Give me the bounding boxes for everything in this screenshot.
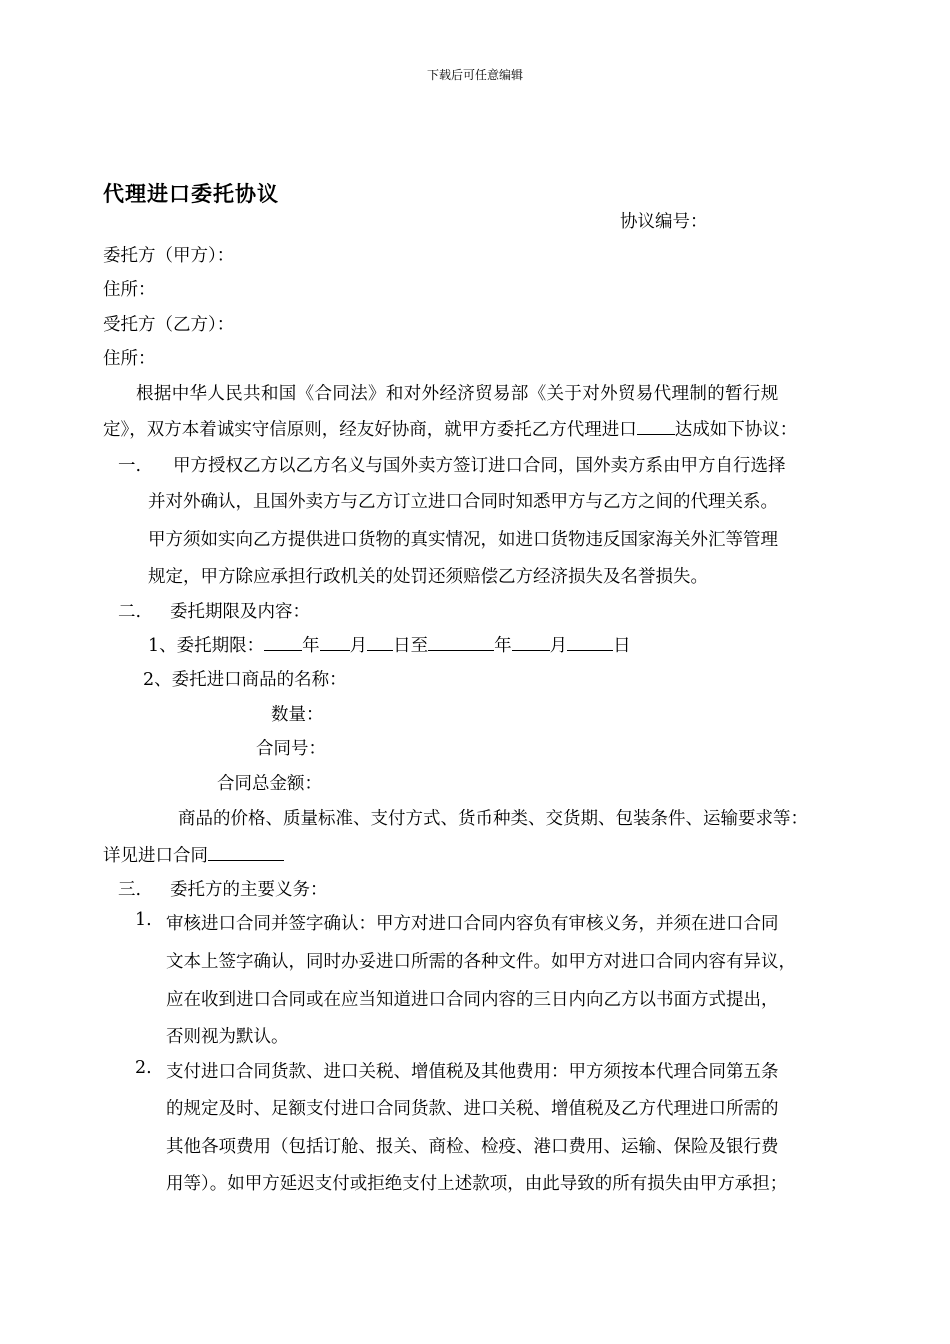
- obligation-1-line-2: 文本上签字确认，同时办妥进口所需的各种文件。如甲方对进口合同内容有异议，: [166, 952, 796, 972]
- obligation-1-line-4: 否则视为默认。: [166, 1027, 289, 1047]
- section-1-line-2: 并对外确认，且国外卖方与乙方订立进口合同时知悉甲方与乙方之间的代理关系。: [148, 492, 778, 512]
- party-b-address-label: 住所：: [103, 349, 156, 369]
- section-1-line-3: 甲方须如实向乙方提供进口货物的真实情况，如进口货物违反国家海关外汇等管理: [148, 530, 778, 550]
- end-year-blank: [428, 633, 494, 651]
- goods-terms-line-2: [103, 842, 284, 867]
- obligation-1-number: 1.: [135, 910, 152, 930]
- contract-number-label: 合同号：: [256, 739, 326, 759]
- section-3-title: 委托方的主要义务：: [170, 880, 328, 900]
- goods-terms-line-1: 商品的价格、质量标准、支付方式、货币种类、交货期、包装条件、运输要求等：: [178, 809, 808, 829]
- preamble-text: 定》，双方本着诚实守信原则，经友好协商，就甲方委托乙方代理进口: [103, 420, 637, 440]
- contract-total-label: 合同总金额：: [217, 774, 322, 794]
- obligation-2-line-2: 的规定及时、足额支付进口合同货款、进口关税、增值税及乙方代理进口所需的: [166, 1099, 779, 1119]
- obligation-2-line-4: 用等）。如甲方延迟支付或拒绝支付上述款项，由此导致的所有损失由甲方承担；: [166, 1174, 788, 1194]
- party-a-address-label: 住所：: [103, 280, 156, 300]
- goods-name-label: 2、委托进口商品的名称：: [143, 670, 347, 690]
- end-month-blank: [512, 633, 550, 651]
- preamble-line-1: 根据中华人民共和国《合同法》和对外经济贸易部《关于对外贸易代理制的暂行规: [136, 384, 779, 404]
- page-header-note: 下载后可任意编辑: [426, 68, 523, 82]
- start-month-blank: [320, 633, 350, 651]
- obligation-2-number: 2.: [135, 1058, 152, 1078]
- end-year-unit: 年: [494, 636, 512, 656]
- section-1-number: 一.: [118, 456, 142, 476]
- start-day-unit: 日至: [393, 636, 429, 656]
- obligation-2-line-3: 其他各项费用（包括订舱、报关、商检、检疫、港口费用、运输、保险及银行费: [166, 1137, 779, 1157]
- goods-terms-text: 详见进口合同: [103, 846, 208, 866]
- section-1-line-1: 甲方授权乙方以乙方名义与国外卖方签订进口合同，国外卖方系由甲方自行选择: [173, 456, 786, 476]
- entrust-term-label: 1、委托期限：: [148, 636, 265, 656]
- document-title: 代理进口委托协议: [103, 181, 279, 206]
- end-day-blank: [567, 633, 613, 651]
- obligation-2-line-1: 支付进口合同货款、进口关税、增值税及其他费用：甲方须按本代理合同第五条: [166, 1062, 779, 1082]
- section-2-title: 委托期限及内容：: [170, 602, 310, 622]
- preamble-line-2: [103, 416, 797, 441]
- obligation-1-line-1: 审核进口合同并签字确认：甲方对进口合同内容负有审核义务，并须在进口合同: [166, 914, 779, 934]
- start-day-blank: [367, 633, 393, 651]
- contract-ref-blank: [208, 843, 284, 861]
- entrust-term-line: [148, 632, 631, 657]
- obligation-1-line-3: 应在收到进口合同或在应当知道进口合同内容的三日内向乙方以书面方式提出，: [166, 990, 779, 1010]
- start-year-blank: [264, 633, 302, 651]
- party-b-label: 受托方（乙方）：: [103, 315, 235, 335]
- start-month-unit: 月: [349, 636, 368, 656]
- end-day-unit: 日: [613, 636, 631, 656]
- agreement-number-label: 协议编号：: [620, 212, 708, 232]
- section-2-number: 二.: [118, 602, 142, 622]
- start-year-unit: 年: [302, 636, 320, 656]
- section-3-number: 三.: [118, 880, 142, 900]
- import-item-blank: [637, 417, 675, 435]
- preamble-end: 达成如下协议：: [674, 420, 798, 440]
- end-month-unit: 月: [549, 636, 568, 656]
- section-1-line-4: 规定，甲方除应承担行政机关的处罚还须赔偿乙方经济损失及名誉损失。: [148, 567, 708, 587]
- party-a-label: 委托方（甲方）：: [103, 246, 235, 266]
- quantity-label: 数量：: [271, 705, 324, 725]
